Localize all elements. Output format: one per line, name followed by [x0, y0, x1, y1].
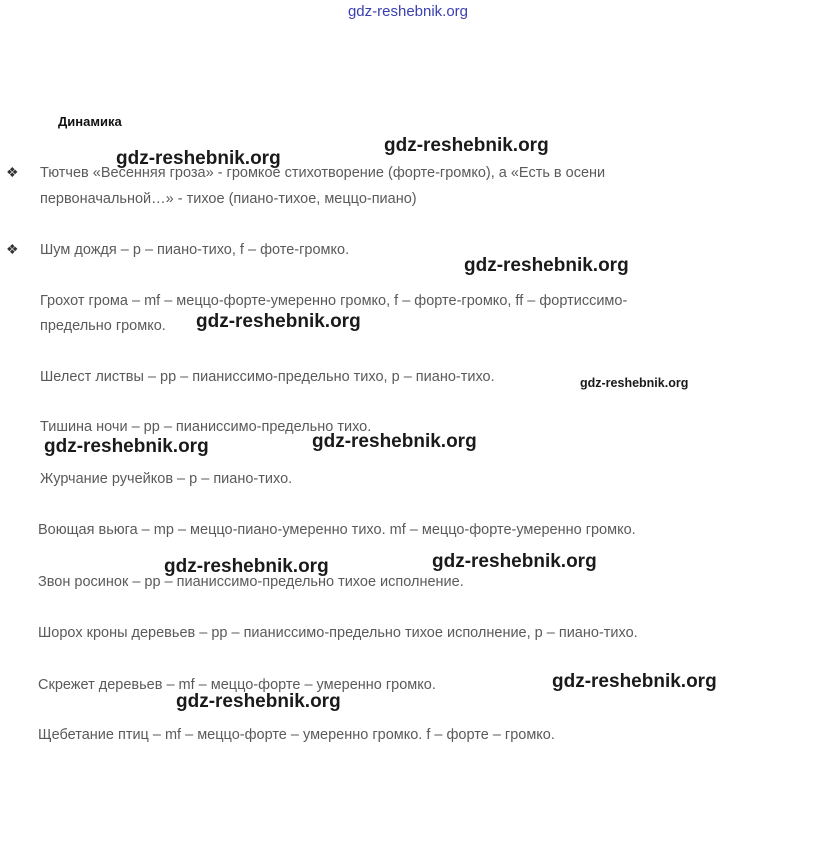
- bullet-diamond-icon: ❖: [6, 164, 19, 180]
- watermark: gdz-reshebnik.org: [432, 551, 597, 572]
- doc-title: Динамика: [58, 114, 122, 129]
- watermark: gdz-reshebnik.org: [464, 255, 629, 276]
- watermark: gdz-reshebnik.org: [384, 135, 549, 156]
- header-watermark: gdz-reshebnik.org: [347, 3, 469, 20]
- text-line: Щебетание птиц – mf – меццо-форте – умеренно громко. f – форте – громко.: [38, 727, 555, 743]
- watermark: gdz-reshebnik.org: [552, 671, 717, 692]
- text-line: Воющая вьюга – mp – меццо-пиано-умеренно тихо. mf – меццо-форте-умеренно громко.: [38, 522, 636, 538]
- watermark: gdz-reshebnik.org: [176, 691, 341, 712]
- text-line: Звон росинок – pp – пианиссимо-предельно тихое исполнение.: [38, 574, 464, 590]
- watermark: gdz-reshebnik.org: [580, 376, 689, 390]
- watermark: gdz-reshebnik.org: [116, 148, 281, 169]
- watermark: gdz-reshebnik.org: [312, 431, 477, 452]
- text-line: Тютчев «Весенняя гроза» - громкое стихотворение (форте-громко), а «Есть в осени: [40, 165, 606, 181]
- text-line: Грохот грома – mf – меццо-форте-умеренно громко, f – форте-громко, ff – фортиссимо-: [40, 293, 628, 309]
- text-line: Шелест листвы – pp – пианиссимо-предельно тихо, p – пиано-тихо.: [40, 369, 495, 385]
- text-line: предельно громко.: [40, 318, 166, 334]
- text-line: первоначальной…» - тихое (пиано-тихое, меццо-пиано): [40, 191, 417, 207]
- text-line: Журчание ручейков – p – пиано-тихо.: [40, 471, 293, 487]
- watermark: gdz-reshebnik.org: [196, 311, 361, 332]
- watermark: gdz-reshebnik.org: [44, 436, 209, 457]
- text-line: Шорох кроны деревьев – pp – пианиссимо-предельно тихое исполнение, p – пиано-тихо.: [38, 625, 638, 641]
- text-line: Тишина ночи – pp – пианиссимо-предельно тихо.: [40, 419, 372, 435]
- watermark: gdz-reshebnik.org: [164, 556, 329, 577]
- text-line: Шум дождя – p – пиано-тихо, f – фоте-громко.: [40, 242, 350, 258]
- bullet-diamond-icon: ❖: [6, 241, 19, 257]
- text-line: Скрежет деревьев – mf – меццо-форте – умеренно громко.: [38, 677, 436, 693]
